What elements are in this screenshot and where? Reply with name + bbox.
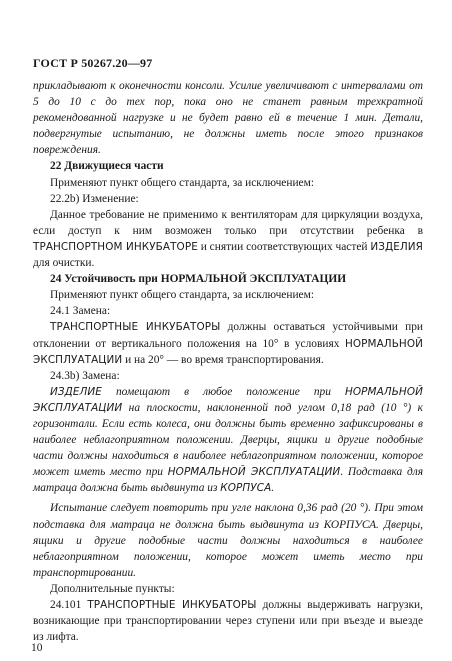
transport-incubators-term: ТРАНСПОРТНЫЕ ИНКУБАТОРЫ: [87, 599, 257, 611]
section-24-101-number: 24.101: [50, 599, 88, 611]
section-24-1-text: должны оставаться устойчивыми при отклонении от вертикального положения на 10° в условиях: [33, 321, 423, 350]
section-22-2b-text: и снятии соответствующих частей: [197, 240, 371, 253]
document-body: [33, 78, 423, 645]
section-24-heading: 24 Устойчивость при НОРМАЛЬНОЙ ЭКСПЛУАТАЦИИ: [50, 273, 347, 286]
normal-use-term: НОРМАЛЬНОЙ ЭКСПЛУАТАЦИИ: [33, 385, 423, 414]
normal-use-term: НОРМАЛЬНОЙ ЭКСПЛУАТАЦИИ: [167, 466, 341, 479]
section-24-3b-paragraph: [33, 384, 423, 497]
section-22-2b-text: Данное требование не применимо к вентиляторам для циркуляции воздуха, если доступ к ним возможен только при отсутствии ребенка в: [33, 208, 423, 237]
enclosure-term: КОРПУСА: [220, 482, 272, 495]
document-header: ГОСТ Р 50267.20—97: [33, 56, 153, 70]
section-24-1-text: и на 20° — во время транспортирования.: [122, 353, 324, 366]
section-22-2b-label: 22.2b) Изменение:: [50, 192, 139, 205]
section-22-2b-text: для очистки.: [33, 257, 95, 270]
continuation-paragraph: прикладывают к оконечности консоли. Усилие увеличивают с интервалами от 5 до 10 с до тех пор, пока оно не станет равным трехкратной рекомендованной нагрузке и не будет равно ей в течение 1 мин. Детали, подвергнутые испытанию, не должны иметь после этого признаков повреждения.: [33, 80, 423, 157]
section-24-3b-text: на плоскости, наклоненной под углом 0,18 рад (10 °) к горизонтали. Если есть колеса, они должны быть временно зафиксированы в наиболее неблагоприятном положении. Дверцы, ящики и другие подобные части должны находиться в наиболее неблагоприятном положении, которое может иметь место при: [33, 401, 423, 479]
section-24-3b-text: .: [271, 482, 275, 495]
section-24-101-text: должны выдерживать нагрузки, возникающие при транспортировании через ступени или при въезде и выезде из лифта.: [33, 599, 423, 644]
additional-items-label: Дополнительные пункты:: [50, 582, 175, 595]
section-24-3b-label: 24.3b) Замена:: [50, 369, 120, 382]
section-24-3b-repeat-test: Испытание следует повторить при угле наклона 0,36 рад (20 °). При этом подставка для матраца не должна быть выдвинута из КОРПУСА. Дверцы, ящики и другие подобные части должны находиться в наиболее неблагоприятном положении, которое может иметь место при транспортировании.: [33, 502, 423, 579]
section-24-3b-text: . Подставка для матраца должна быть выдвинута из: [33, 466, 423, 495]
section-24-1-paragraph: [33, 319, 423, 367]
normal-use-term: НОРМАЛЬНОЙ ЭКСПЛУАТАЦИИ: [33, 337, 423, 366]
section-22-2b-paragraph: [33, 207, 423, 271]
equipment-term: ИЗДЕЛИЯ: [370, 240, 423, 253]
transport-incubator-term: ТРАНСПОРТНОМ ИНКУБАТОРЕ: [33, 240, 198, 253]
section-24-intro: Применяют пункт общего стандарта, за исключением:: [50, 289, 314, 302]
section-22-intro: Применяют пункт общего стандарта, за исключением:: [50, 176, 314, 189]
page-number: 10: [31, 642, 43, 654]
equipment-term: ИЗДЕЛИЕ: [50, 385, 102, 398]
section-24-3b-text: помещают в любое положение при: [101, 385, 345, 398]
section-24-101-paragraph: [33, 597, 423, 645]
section-22-heading: 22 Движущиеся части: [50, 160, 164, 173]
transport-incubators-term: ТРАНСПОРТНЫЕ ИНКУБАТОРЫ: [50, 321, 221, 334]
section-24-1-label: 24.1 Замена:: [50, 305, 111, 318]
